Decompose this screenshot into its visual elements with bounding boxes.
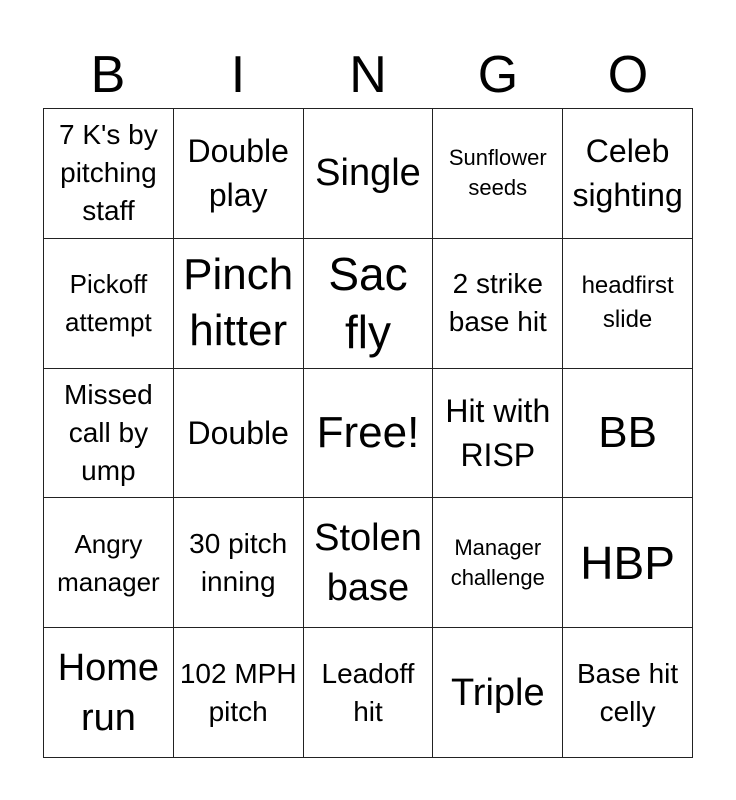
bingo-cell[interactable] [433,498,563,628]
cell-label: Missed call by ump [64,378,153,486]
cell-label: Pickoff attempt [65,269,152,338]
bingo-cell[interactable] [304,628,434,758]
header-letter-g: G [477,46,519,104]
bingo-cell[interactable] [433,239,563,369]
bingo-cell[interactable] [433,369,563,499]
header-letter-b: B [90,46,126,104]
header-letter-o: O [607,46,649,104]
bingo-cell[interactable] [174,369,304,499]
bingo-cell[interactable] [433,628,563,758]
cell-label: Manager challenge [450,534,545,590]
bingo-cell[interactable] [304,498,434,628]
cell-label: Celeb sighting [572,133,683,214]
cell-label: Angry manager [57,528,160,597]
cell-label: Leadoff hit [321,657,415,727]
bingo-cell[interactable] [44,628,174,758]
bingo-cell[interactable] [174,239,304,369]
bingo-cell[interactable] [44,109,174,239]
bingo-cell-free[interactable] [304,369,434,499]
bingo-cell[interactable] [44,369,174,499]
bingo-cell[interactable] [174,628,304,758]
bingo-board [43,108,693,758]
cell-label: Home run [57,646,160,739]
bingo-cell[interactable] [304,109,434,239]
cell-label: 30 pitch inning [189,527,288,597]
cell-label: Triple [450,671,545,714]
cell-label: Base hit celly [577,657,679,727]
bingo-cell[interactable] [563,109,693,239]
bingo-cell[interactable] [563,628,693,758]
bingo-header [43,42,693,108]
cell-label: 7 K's by pitching staff [59,119,158,227]
bingo-cell[interactable] [563,239,693,369]
header-letter-i: I [230,46,246,104]
bingo-cell[interactable] [174,109,304,239]
cell-label: Double play [187,133,289,214]
cell-label: Hit with RISP [445,392,551,473]
bingo-cell[interactable] [563,369,693,499]
cell-label: 102 MPH pitch [179,657,297,727]
cell-label: HBP [580,536,675,589]
cell-label: Sunflower seeds [448,145,547,201]
header-letter-n: N [349,46,387,104]
cell-label: Double [187,414,289,451]
cell-label: Pinch hitter [183,250,294,356]
cell-label: Stolen base [314,516,422,609]
free-space-label: Free! [316,407,420,457]
cell-label: headfirst slide [581,272,674,334]
cell-label: 2 strike base hit [448,268,547,338]
bingo-cell[interactable] [563,498,693,628]
cell-label: Sac fly [328,248,408,359]
bingo-cell[interactable] [433,109,563,239]
bingo-cell[interactable] [44,498,174,628]
cell-label: BB [598,407,657,457]
bingo-cell[interactable] [174,498,304,628]
bingo-cell[interactable] [44,239,174,369]
cell-label: Single [315,152,421,195]
bingo-cell[interactable] [304,239,434,369]
